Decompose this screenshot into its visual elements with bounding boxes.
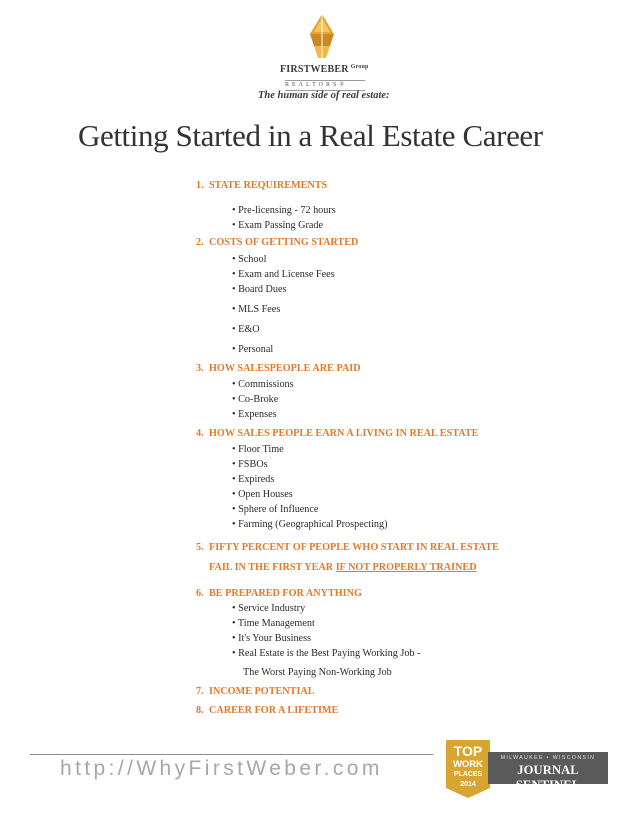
list-item: • Floor Time <box>232 444 284 455</box>
list-item: • Expenses <box>232 409 277 420</box>
logo-tagline: The human side of real estate: <box>258 90 390 101</box>
list-item: • E&O <box>232 324 260 335</box>
logo-realtors: REALTORS® <box>285 80 365 91</box>
section-heading: 7. INCOME POTENTIAL <box>196 686 315 697</box>
page-title: Getting Started in a Real Estate Career <box>78 118 543 153</box>
list-item: • Exam Passing Grade <box>232 220 323 231</box>
section-heading: 6. BE PREPARED FOR ANYTHING <box>196 588 362 599</box>
section-heading: 3. HOW SALESPEOPLE ARE PAID <box>196 363 361 374</box>
journal-sentinel-location: MILWAUKEE • WISCONSIN <box>500 755 596 761</box>
badge-line1: TOP <box>453 743 483 759</box>
list-item: • Service Industry <box>232 603 306 614</box>
section-heading: 2. COSTS OF GETTING STARTED <box>196 237 359 248</box>
section-heading: 5. FIFTY PERCENT OF PEOPLE WHO START IN REAL ESTATE <box>196 542 499 553</box>
list-item: • Exam and License Fees <box>232 269 335 280</box>
underlined-emphasis: IF NOT PROPERLY TRAINED <box>335 562 477 573</box>
list-item: • Commissions <box>232 379 294 390</box>
list-item-continuation: The Worst Paying Non-Working Job <box>243 667 392 678</box>
badge-line4: 2014 <box>460 781 476 788</box>
section-heading: 4. HOW SALES PEOPLE EARN A LIVING IN REAL ESTATE <box>196 428 479 439</box>
list-item: • School <box>232 254 267 265</box>
section-heading-continuation: FAIL IN THE FIRST YEAR IF NOT PROPERLY TRAINED <box>209 562 477 573</box>
list-item: • Sphere of Influence <box>232 504 319 515</box>
list-item: • It's Your Business <box>232 633 311 644</box>
list-item: • MLS Fees <box>232 304 281 315</box>
section-heading: 8. CAREER FOR A LIFETIME <box>196 705 339 716</box>
list-item: • FSBOs <box>232 459 268 470</box>
list-item: • Personal <box>232 344 274 355</box>
top-workplaces-badge-icon <box>446 740 490 798</box>
list-item: • Real Estate is the Best Paying Working Job - <box>232 648 421 659</box>
section-heading: 1. STATE REQUIREMENTS <box>196 180 328 191</box>
list-item: • Expireds <box>232 474 275 485</box>
list-item: • Pre-licensing - 72 hours <box>232 205 336 216</box>
badge-line3: PLACES <box>453 771 483 778</box>
list-item: • Time Management <box>232 618 315 629</box>
footer-divider <box>30 754 433 755</box>
badge-line2: WORK <box>452 759 484 770</box>
journal-sentinel-name: JOURNAL SENTINEL <box>515 763 581 792</box>
list-item: • Board Dues <box>232 284 287 295</box>
journal-sentinel-logo <box>488 752 608 792</box>
list-item: • Farming (Geographical Prospecting) <box>232 519 388 530</box>
list-item: • Co-Broke <box>232 394 279 405</box>
list-item: • Open Houses <box>232 489 293 500</box>
logo-wordmark: FIRSTWEBER $^{Group}$ <box>280 64 369 75</box>
footer-url-link[interactable]: http://WhyFirstWeber.com <box>60 757 383 780</box>
